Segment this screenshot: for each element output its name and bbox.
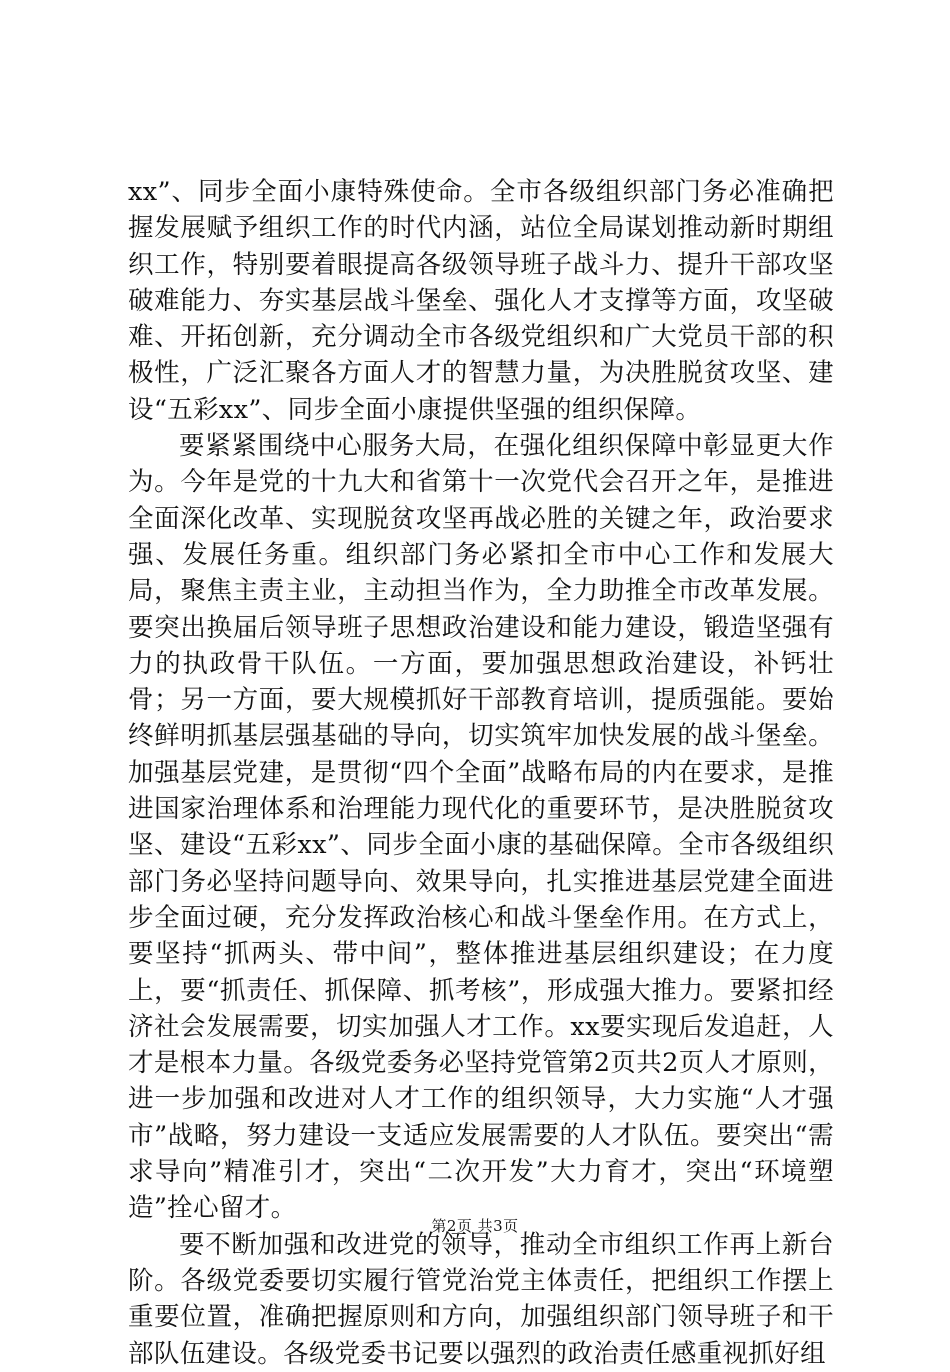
paragraph-continuation: xx”、同步全面小康特殊使命。全市各级组织部门务必准确把握发展赋予组织工作的时代内涵，站位全局谋划推动新时期组织工作，特别要着眼提高各级领导班子战斗力、提升干部攻坚破难能力、夯实基层战斗堡垒、强化人才支撑等方面，攻坚破难、开拓创新，充分调动全市各级党组织和广大党员干部的积极性，广泛汇聚各方面人才的智慧力量，为决胜脱贫攻坚、建设“五彩xx”、同步全面小康提供坚强的组织保障。 bbox=[128, 177, 834, 425]
page-footer: 第2页 共3页 bbox=[431, 1217, 519, 1235]
document-body bbox=[128, 174, 834, 1372]
paragraph-service-overall: 要紧紧围绕中心服务大局，在强化组织保障中彰显更大作为。今年是党的十九大和省第十一次党代会召开之年，是推进全面深化改革、实现脱贫攻坚再战必胜的关键之年，政治要求强、发展任务重。组织部门务必紧扣全市中心工作和发展大局，聚焦主责主业，主动担当作为，全力助推全市改革发展。要突出换届后领导班子思想政治建设和能力建设，锻造坚强有力的执政骨干队伍。一方面，要加强思想政治建设，补钙壮骨；另一方面，要大规模抓好干部教育培训，提质强能。要始终鲜明抓基层强基础的导向，切实筑牢加快发展的战斗堡垒。加强基层党建，是贯彻“四个全面”战略布局的内在要求，是推进国家治理体系和治理能力现代化的重要环节，是决胜脱贫攻坚、建设“五彩xx”、同步全面小康的基础保障。全市各级组织部门务必坚持问题导向、效果导向，扎实推进基层党建全面进步全面过硬，充分发挥政治核心和战斗堡垒作用。在方式上，要坚持“抓两头、带中间”，整体推进基层组织建设；在力度上，要“抓责任、抓保障、抓考核”，形成强大推力。要紧扣经济社会发展需要，切实加强人才工作。xx要实现后发追赶，人才是根本力量。各级党委务必坚持党管第2页共2页人才原则，进一步加强和改进对人才工作的组织领导，大力实施“人才强市”战略，努力建设一支适应发展需要的人才队伍。要突出“需求导向”精准引才，突出“二次开发”大力育才，突出“环境塑造”拴心留才。 bbox=[128, 431, 834, 1224]
paragraph-party-leadership: 要不断加强和改进党的领导，推动全市组织工作再上新台阶。各级党委要切实履行管党治党主体责任，把组织工作摆上重要位置，准确把握原则和方向，加强组织部门领导班子和干部队伍建设。各级党委书记要以强烈的政治责任感重视抓好组 bbox=[128, 1229, 834, 1369]
